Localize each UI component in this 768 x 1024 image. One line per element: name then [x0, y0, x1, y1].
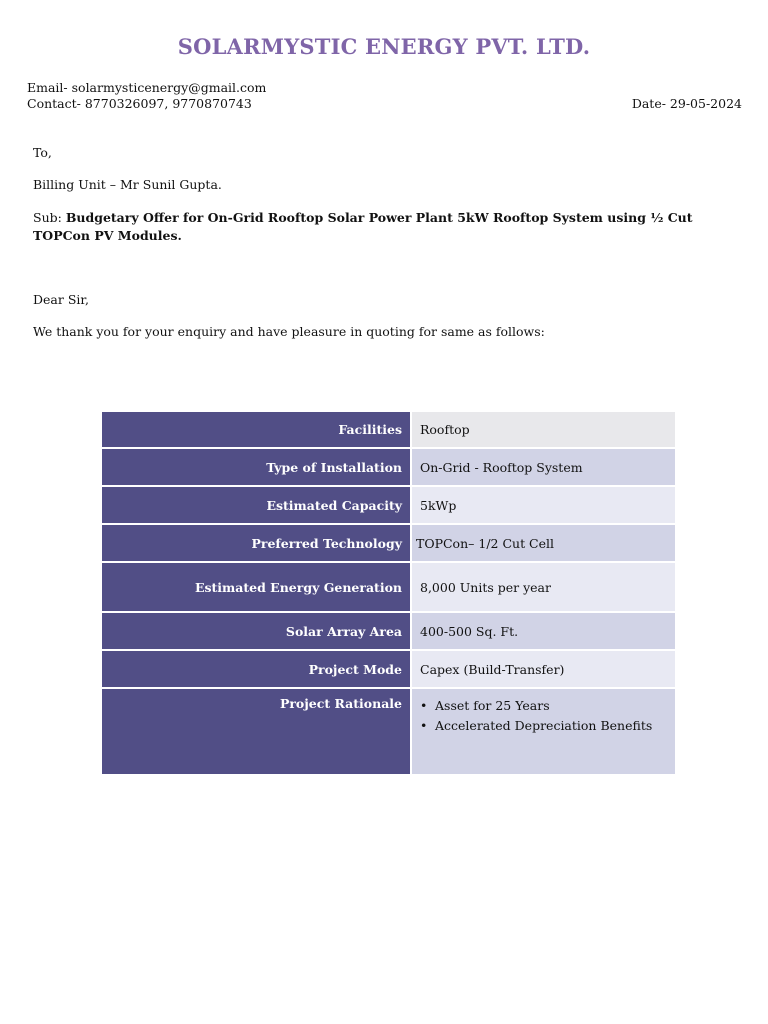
- recipient-line: Billing Unit – Mr Sunil Gupta.: [33, 177, 222, 192]
- row-value: Capex (Build-Transfer): [411, 650, 676, 688]
- list-item-text: Accelerated Depreciation Benefits: [435, 718, 653, 733]
- table-row: [101, 612, 676, 650]
- row-label: Estimated Energy Generation: [101, 562, 411, 612]
- letter-date: Date- 29-05-2024: [631, 96, 742, 111]
- row-label: Project Rationale: [101, 688, 411, 775]
- bullet-icon: •: [420, 718, 428, 733]
- contact-block: [27, 80, 266, 112]
- subject-text: Budgetary Offer for On-Grid Rooftop Solar Power Plant 5kW Rooftop System using ½ Cut TOPCon PV Modules.: [33, 210, 693, 243]
- table-row: [101, 562, 676, 612]
- row-label: Estimated Capacity: [101, 486, 411, 524]
- intro-text: We thank you for your enquiry and have pleasure in quoting for same as follows:: [33, 324, 545, 339]
- table-row: [101, 524, 676, 562]
- subject-prefix: Sub:: [33, 210, 66, 225]
- to-line: To,: [33, 145, 52, 160]
- table-row: [101, 650, 676, 688]
- row-value: TOPCon– 1/2 Cut Cell: [411, 524, 676, 562]
- rationale-list: [420, 696, 667, 736]
- bullet-icon: •: [420, 698, 428, 713]
- row-value: [411, 688, 676, 775]
- row-value: Rooftop: [411, 411, 676, 448]
- list-item: [420, 716, 667, 736]
- offer-table: [100, 410, 677, 776]
- row-label: Project Mode: [101, 650, 411, 688]
- row-label: Solar Array Area: [101, 612, 411, 650]
- row-label: Facilities: [101, 411, 411, 448]
- list-item: [420, 696, 667, 716]
- table-row: [101, 448, 676, 486]
- row-value: 5kWp: [411, 486, 676, 524]
- row-value: 8,000 Units per year: [411, 562, 676, 612]
- table-row: [101, 486, 676, 524]
- email-line: Email- solarmysticenergy@gmail.com: [27, 80, 267, 95]
- subject-line: [33, 209, 723, 245]
- table-row: [101, 688, 676, 775]
- row-value: On-Grid - Rooftop System: [411, 448, 676, 486]
- salutation: Dear Sir,: [33, 292, 89, 307]
- table-row: [101, 411, 676, 448]
- row-label: Preferred Technology: [101, 524, 411, 562]
- contact-line: Contact- 8770326097, 9770870743: [27, 96, 252, 111]
- row-label: Type of Installation: [101, 448, 411, 486]
- list-item-text: Asset for 25 Years: [435, 698, 550, 713]
- row-value: 400-500 Sq. Ft.: [411, 612, 676, 650]
- company-name: SOLARMYSTIC ENERGY PVT. LTD.: [177, 34, 591, 59]
